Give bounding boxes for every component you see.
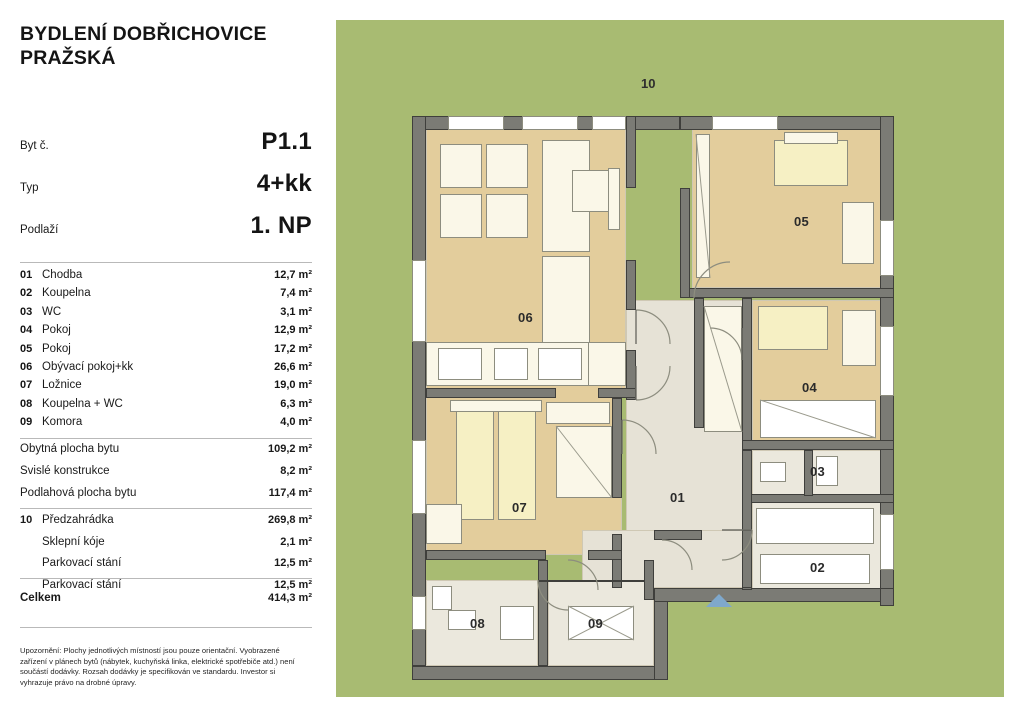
wall-bottom-left [412,666,668,680]
vanity-02 [756,508,874,544]
bed-05 [774,140,848,186]
room-name: Komora [42,416,83,429]
summary-row-type [20,170,312,212]
coffee-table [572,170,610,212]
extras-name: Sklepní kóje [42,535,105,548]
summary-label-floor: Podlaží [20,224,59,236]
floorplan-canvas [336,20,1004,697]
sink [494,348,528,380]
extras-name: Parkovací stání [42,557,122,569]
totals-name: Obytná plocha bytu [20,443,120,455]
plan-label-04: 04 [802,380,818,395]
totals-area: 8,2 m² [280,465,312,477]
divider-extras-grand [20,578,312,579]
desk-04 [760,400,876,438]
armchair-1 [440,144,482,188]
room-name: Ložnice [42,379,82,392]
divider-totals-extras [20,508,312,509]
room-name: WC [42,305,62,318]
extras-name: Předzahrádka [42,514,114,526]
wall-hall-bottom-left [654,530,702,540]
sink-03 [760,462,786,482]
window-08-left [412,596,426,630]
wall-06-07 [426,388,556,398]
bed-07-headboard [450,400,542,412]
room-number: 09 [20,416,33,429]
shower-08 [500,606,534,640]
room-number: 02 [20,287,33,300]
room-area: 12,7 m² [274,269,312,281]
window-06-left [412,260,426,342]
armchair-2 [486,144,528,188]
room-list [20,269,312,435]
room-list-item [20,343,312,361]
room-area: 12,9 m² [274,324,312,337]
plan-label-03: 03 [810,464,826,479]
project-title-line2: PRAŽSKÁ [20,47,116,69]
extras-number: 10 [20,514,33,526]
room-number: 01 [20,269,33,281]
room-name: Pokoj [42,324,71,337]
stairs-hall [556,426,612,498]
wall-05-bottom [680,288,894,298]
room-number: 08 [20,397,33,410]
wall-06-07-b [598,388,636,398]
wall-07-bottom-b [588,550,622,560]
plan-label-01: 01 [670,490,686,505]
wall-04-bottom [742,440,894,450]
divider-disclaimer [20,627,312,628]
room-list-item [20,379,312,397]
extras-item [20,514,312,536]
entry-direction-marker [706,594,732,607]
window-04-right [880,326,894,396]
fridge [588,342,626,386]
room-list-item [20,269,312,287]
wall-09-top [538,580,654,582]
grand-total-area: 414,3 m² [267,592,312,604]
armchair-3 [440,194,482,238]
room-number: 04 [20,324,33,337]
plan-label-08: 08 [470,616,486,631]
summary-label-type: Typ [20,182,39,194]
extras-name: Parkovací stání [42,578,122,591]
room-name: Pokoj [42,342,71,355]
totals-list [20,443,312,509]
cooktop [438,348,482,380]
grand-total-name: Celkem [20,592,61,604]
plan-label-09: 09 [588,616,604,631]
divider-top [20,262,312,263]
extras-item [20,557,312,579]
plan-label-02: 02 [810,560,826,575]
room-number: 03 [20,305,33,318]
room-list-item [20,416,312,434]
grand-total [20,592,312,604]
dresser-07 [546,402,610,424]
wall-06-05-upper [626,116,636,188]
garden-area-label: 10 [641,76,656,91]
room-area: 7,4 m² [280,287,312,300]
wardrobe-04 [842,310,876,366]
wall-07-bottom [426,550,546,560]
wall-bottom-right [654,588,894,602]
building-outline [412,110,934,676]
room-area: 17,2 m² [274,342,312,355]
extras-item [20,536,312,558]
wall-03-bottom [742,494,894,503]
oven [538,348,582,380]
toilet-08 [432,586,452,610]
armchair-4 [486,194,528,238]
summary-value-unit: P1.1 [261,128,312,155]
room-area: 4,0 m² [280,416,312,429]
wall-08-09 [538,560,548,666]
summary-label-unit: Byt č. [20,140,49,152]
room-list-item [20,306,312,324]
wall-06-hall [626,260,636,310]
totals-name: Svislé konstrukce [20,465,110,477]
room-list-item [20,287,312,305]
wall-hall-right-lower [742,530,752,588]
wall-05-left [680,188,690,298]
extras-area: 269,8 m² [267,514,312,526]
extras-area: 2,1 m² [280,535,312,548]
extras-area: 12,5 m² [274,578,312,591]
room-name: Obývací pokoj+kk [42,360,134,373]
totals-name: Podlahová plocha bytu [20,487,137,499]
wall-09-right [644,560,654,600]
room-list-item [20,361,312,379]
room-area: 26,6 m² [274,360,312,373]
totals-area: 109,2 m² [267,443,312,455]
room-number: 06 [20,360,33,373]
room-area: 3,1 m² [280,305,312,318]
plan-label-06: 06 [518,310,534,325]
project-title [20,22,320,70]
extras-list [20,514,312,600]
divider-rooms-totals [20,438,312,439]
window-02-right [880,514,894,570]
wall-07-right-upper [612,398,622,498]
summary-value-floor: 1. NP [250,212,312,239]
room-list-item [20,398,312,416]
room-number: 05 [20,342,33,355]
closet-05 [696,134,710,278]
room-name: Koupelna [42,287,91,300]
extras-area: 12,5 m² [274,557,312,569]
window-07-left [412,440,426,514]
plan-label-05: 05 [794,214,810,229]
room-area: 6,3 m² [280,397,312,410]
room-name: Koupelna + WC [42,397,123,410]
wall-04-left [742,298,752,450]
totals-area: 117,4 m² [268,487,312,499]
shelf-right [608,168,620,230]
window-06-top-3 [592,116,626,130]
room-number: 07 [20,379,33,392]
wall-right-bottom-cap [880,588,894,606]
bed-05-headboard [784,132,838,144]
wall-stair-left [694,298,704,428]
bed-04 [758,306,828,350]
closet-hall [704,306,742,432]
room-name: Chodba [42,269,83,281]
wall-left [412,116,426,666]
window-05-top [712,116,778,130]
summary-row-floor [20,212,312,254]
window-06-top-1 [448,116,504,130]
room-list-item [20,324,312,342]
unit-summary [20,128,312,254]
totals-item [20,443,312,465]
summary-row-unit [20,128,312,170]
room-area: 19,0 m² [274,379,312,392]
window-05-right [880,220,894,276]
plan-label-07: 07 [512,500,528,515]
info-panel [0,0,336,717]
totals-item [20,465,312,487]
window-06-top-2 [522,116,578,130]
disclaimer-text: Upozornění: Plochy jednotlivých místností jsou pouze orientační. Vyobrazené zařízení v plánech bytů (nábytek, kuchyňská linka, elektrické spotřebiče atd.) není součástí dodávky. Rozsah dodávky je specifikován ve standardu. Investor si vyhrazuje právo na drobné úpravy. [20,646,295,687]
project-title-line1: BYDLENÍ DOBŘICHOVICE [20,23,267,45]
wardrobe-05 [842,202,874,264]
summary-value-type: 4+kk [256,170,312,197]
totals-item [20,487,312,509]
nightstand-07 [426,504,462,544]
